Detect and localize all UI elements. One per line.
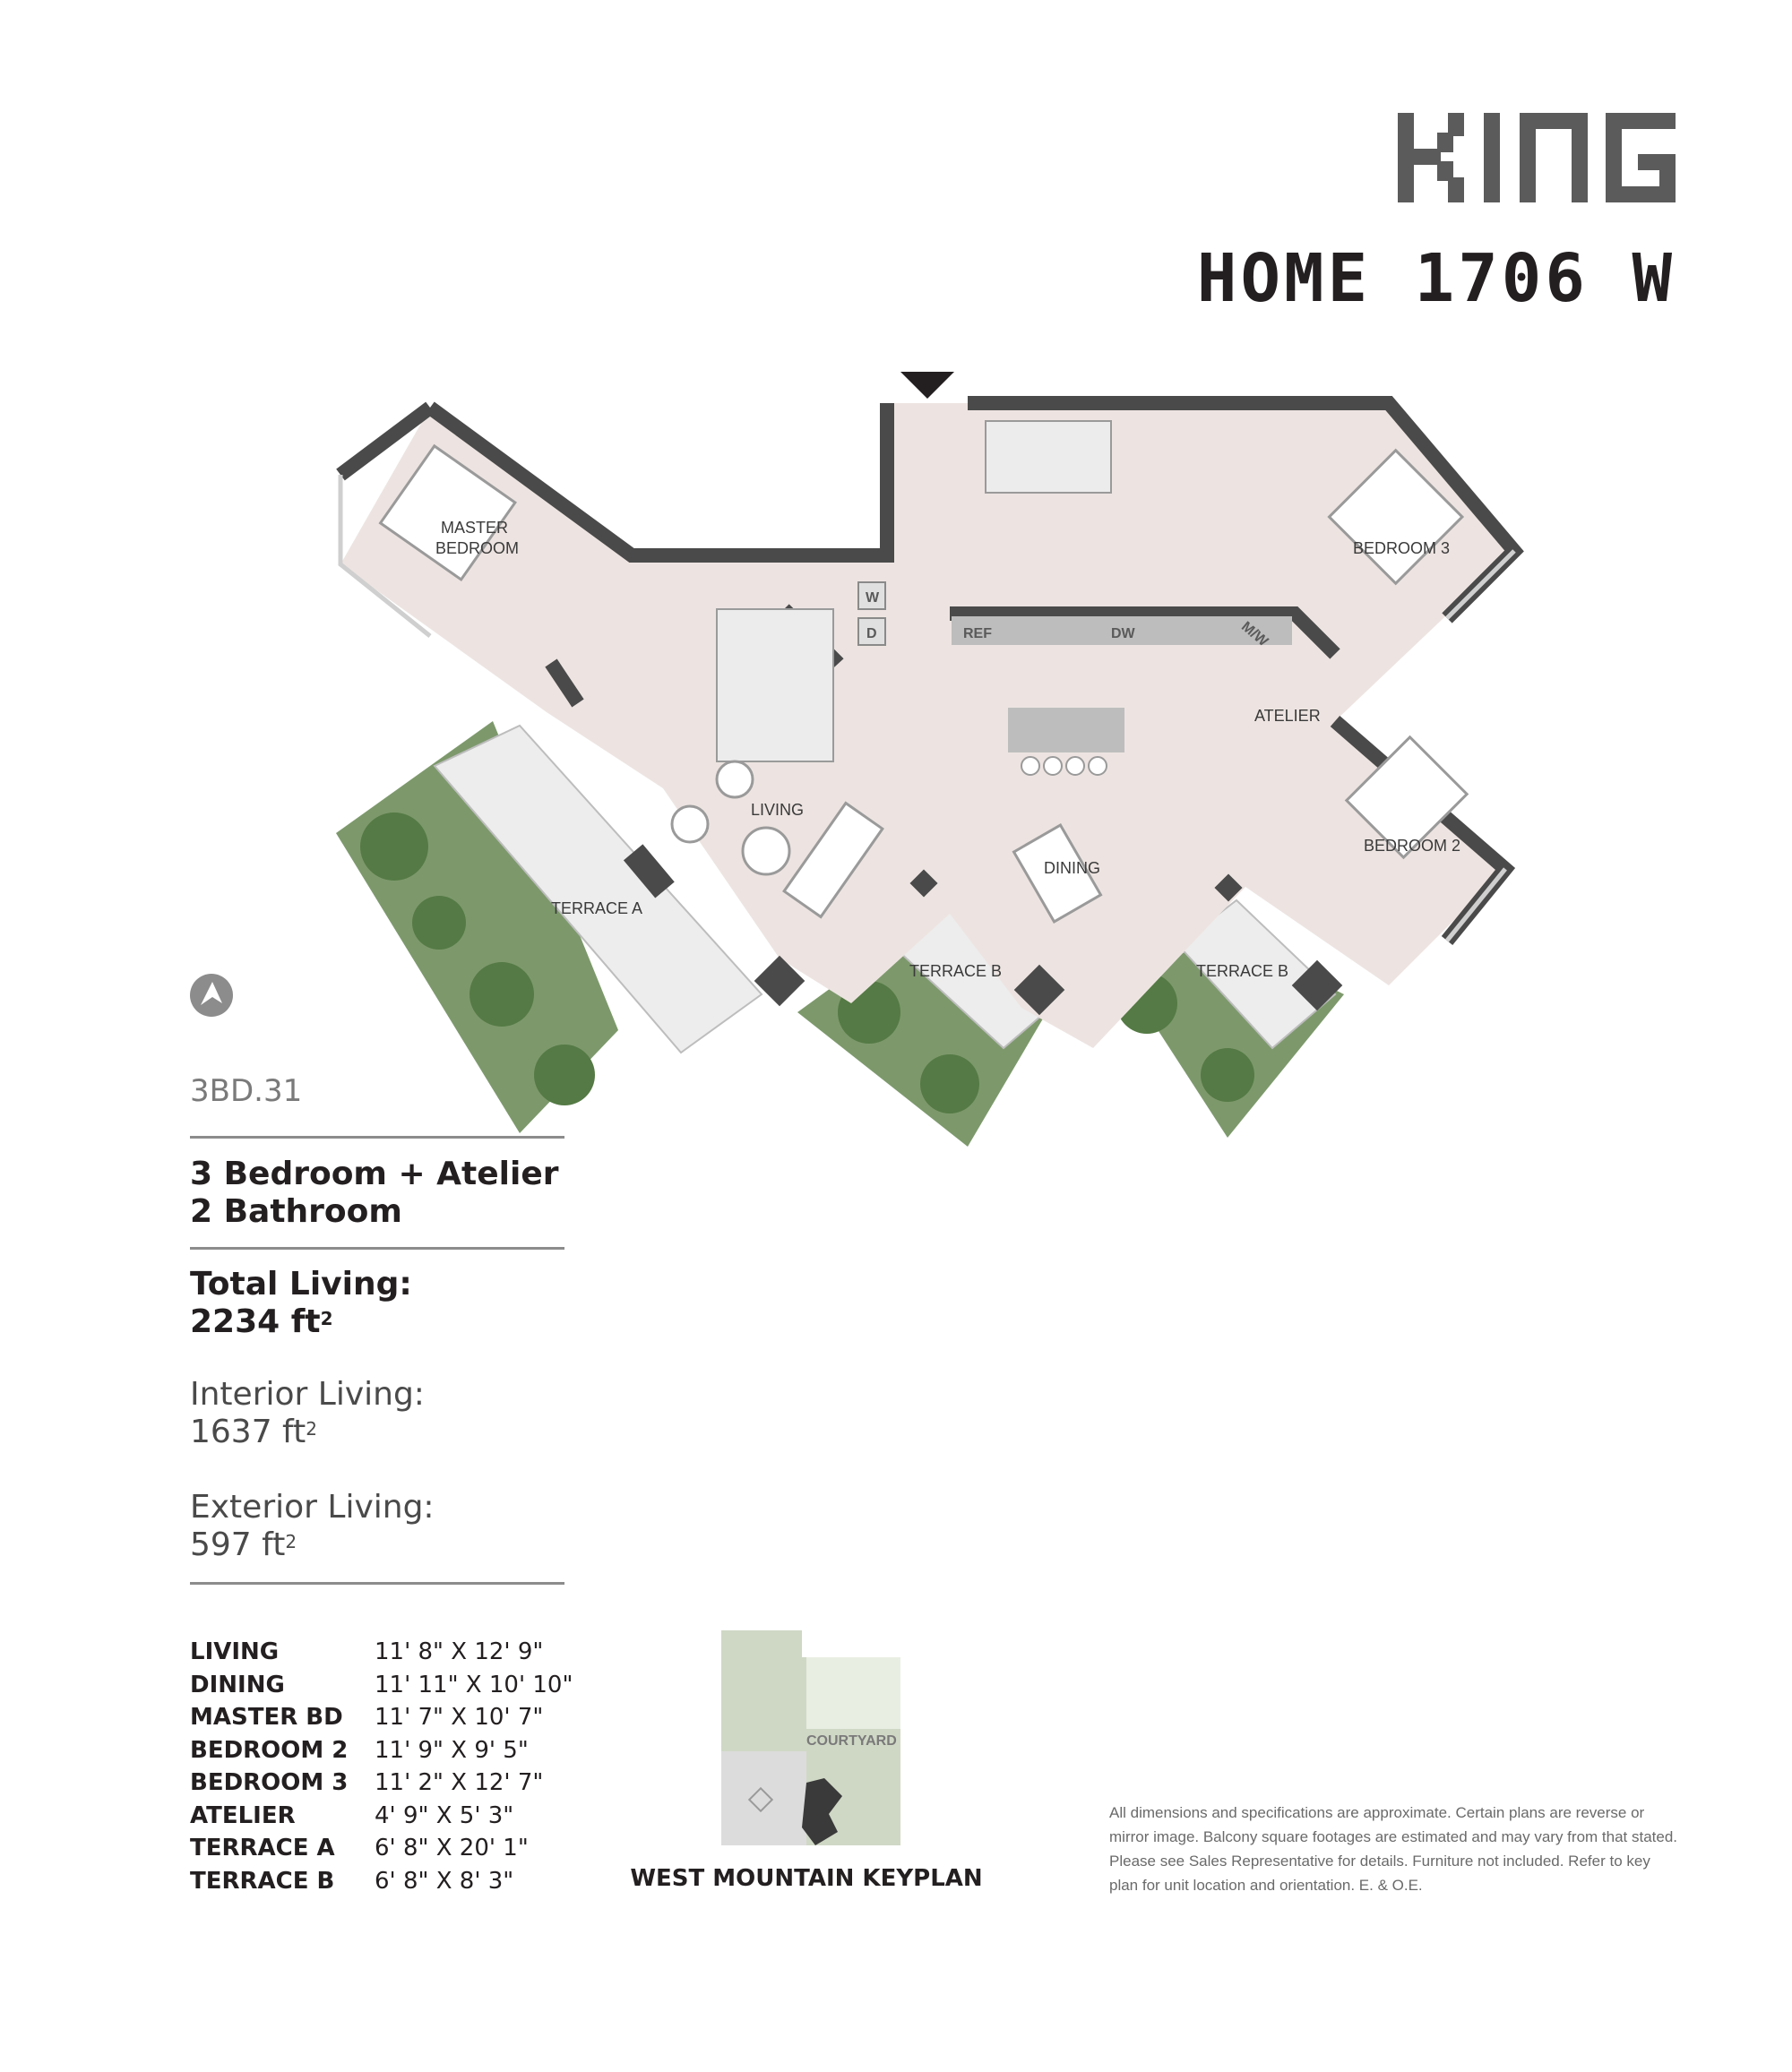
terrace-a-label: TERRACE A — [551, 899, 643, 917]
ref-label: REF — [963, 626, 992, 641]
bedroom3-label: BEDROOM 3 — [1353, 539, 1451, 557]
bedroom-count: 3 Bedroom + Atelier — [190, 1156, 559, 1192]
terrace-b-label-2: TERRACE B — [1196, 962, 1289, 980]
mw-label: M/W — [1238, 618, 1271, 650]
table-row: TERRACE B 6' 8" X 8' 3" — [190, 1867, 514, 1895]
unit-type — [190, 1156, 559, 1231]
interior-living-value: 1637 $ft^2$ — [190, 1414, 317, 1450]
bedroom2-label: BEDROOM 2 — [1364, 837, 1461, 855]
washer-label: W — [866, 590, 880, 606]
divider — [190, 1136, 564, 1139]
floor-plan — [323, 367, 1559, 1174]
table-row: ATELIER 4' 9" X 5' 3" — [190, 1801, 514, 1829]
king-logo — [1398, 113, 1676, 202]
keyplan-title: WEST MOUNTAIN KEYPLAN — [630, 1865, 983, 1892]
disclaimer: All dimensions and specifications are approximate. Certain plans are reverse or mirror image. Balcony square footages are estimated and may vary from that stated. Please see Sales Representative for details. Furniture not included. Refer to key plan for unit location and orientation. E. & O.E. — [1109, 1804, 1678, 1894]
terrace-b-label-1: TERRACE B — [909, 962, 1003, 980]
home-title: HOME 1706 W — [1196, 240, 1676, 317]
table-row: DINING 11' 11" X 10' 10" — [190, 1671, 573, 1698]
exterior-living-value: 597 $ft^2$ — [190, 1526, 297, 1563]
table-row: BEDROOM 2 11' 9" X 9' 5" — [190, 1736, 529, 1764]
table-row: BEDROOM 3 11' 2" X 12' 7" — [190, 1769, 544, 1797]
room-dimensions-table — [190, 1636, 573, 1897]
table-row: MASTER BD 11' 7" X 10' 7" — [190, 1704, 544, 1732]
divider — [190, 1582, 564, 1585]
north-arrow-icon — [189, 973, 234, 1018]
table-row: TERRACE A 6' 8" X 20' 1" — [190, 1835, 529, 1862]
bathroom-count: 2 Bathroom — [190, 1193, 402, 1230]
living-label: LIVING — [751, 801, 805, 819]
interior-living — [190, 1376, 425, 1451]
exterior-living — [190, 1489, 435, 1564]
entry-marker-icon — [900, 372, 954, 399]
dw-label: DW — [1111, 626, 1135, 641]
exterior-living-label: Exterior Living: — [190, 1489, 435, 1526]
keyplan — [717, 1621, 905, 1845]
divider — [190, 1247, 564, 1250]
plan-code: 3BD.31 — [190, 1073, 303, 1109]
master-bedroom-label-line2: BEDROOM — [435, 539, 520, 557]
total-living — [190, 1266, 412, 1341]
total-living-value: 2234 $ft^2$ — [190, 1303, 333, 1340]
atelier-label: ATELIER — [1254, 707, 1321, 725]
dryer-label: D — [866, 626, 877, 641]
courtyard-label: COURTYARD — [806, 1733, 897, 1749]
interior-living-label: Interior Living: — [190, 1376, 425, 1413]
table-row: LIVING 11' 8" X 12' 9" — [190, 1638, 544, 1666]
dining-label: DINING — [1044, 859, 1100, 877]
master-bedroom-label-line1: MASTER — [441, 519, 509, 537]
total-living-label: Total Living: — [190, 1266, 412, 1303]
